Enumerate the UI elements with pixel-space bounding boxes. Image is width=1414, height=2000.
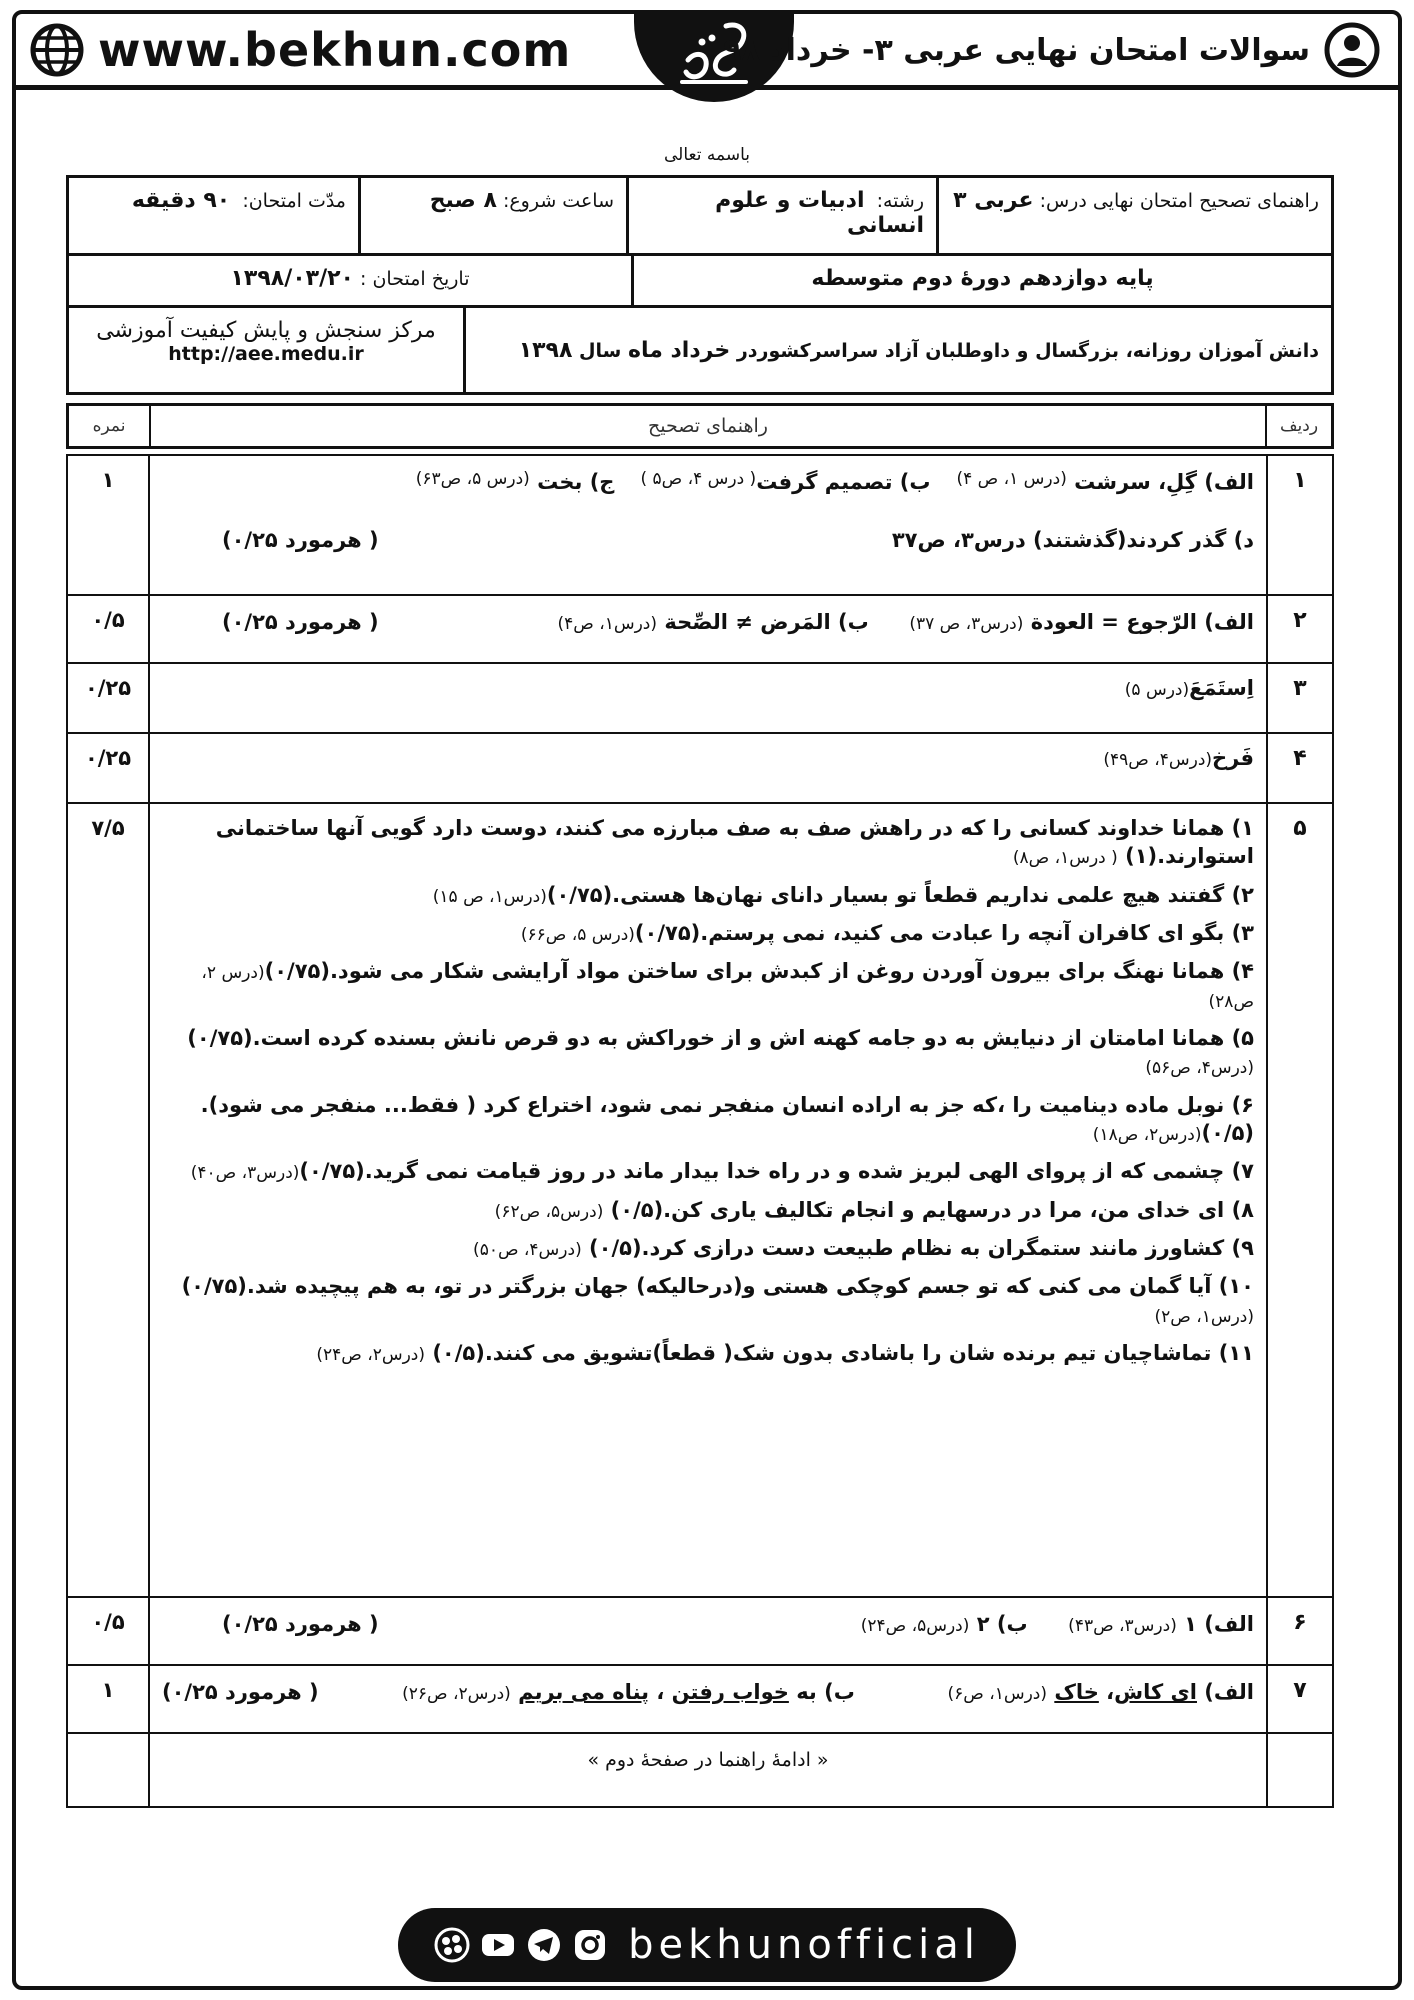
center-url[interactable]: http://aee.medu.ir [168, 343, 364, 365]
translation-item: ۵) همانا امامتان از دنیایش به دو جامه کهنه اش و از خوراکش به دو قرص نانش بسنده کرده است.(۰/۷۵)(درس۴، ص۵۶) [187, 1026, 1254, 1079]
duration-cell: مدّت امتحان: ۹۰ دقیقه [131, 188, 346, 213]
bismillah: باسمه تعالی [664, 145, 750, 165]
answer-table [66, 454, 1334, 1808]
exam-header-table [66, 175, 1334, 395]
table-row: ۴ فَرخ(درس۴، ص۴۹) ۰/۲۵ [68, 734, 1332, 804]
column-header [66, 403, 1334, 449]
course-name: عربی ۳ [953, 188, 1034, 213]
chat-icon[interactable] [434, 1927, 470, 1963]
col-guide: راهنمای تصحیح [149, 406, 1265, 446]
students-text: دانش آموزان روزانه، بزرگسال و داوطلبان آزاد سراسرکشوردر خرداد ماه سال ۱۳۹۸ [518, 337, 1319, 363]
table-row [68, 1734, 1332, 1806]
translation-item: ۱۰) آیا گمان می کنی که تو جسم کوچکی هستی و(درحالیکه) جهان بزرگتر در تو، به هم پیچیده شد.(۰/۷۵) (درس۱، ص۲) [181, 1274, 1254, 1327]
date-cell: تاریخ امتحان : ۱۳۹۸/۰۳/۲۰ [230, 266, 470, 291]
start-time: ۸ صبح [429, 188, 497, 213]
social-footer [398, 1908, 1016, 1982]
translation-item: ۸) ای خدای من، مرا در درسهایم و انجام تکالیف یاری کن.(۰/۵) (درس۵، ص۶۲) [494, 1197, 1254, 1222]
table-row: ۷ الف) ای کاش، خاک (درس۱، ص۶) ب) به خواب رفتن ، پناه می بریم (درس۲، ص۲۶) ( هرمورد ۰/۲۵) ۱ [68, 1666, 1332, 1734]
grade-cell [631, 256, 1331, 305]
field-cell: رشته: ادبیات و علوم انسانی [626, 178, 936, 253]
exam-date: ۱۳۹۸/۰۳/۲۰ [230, 266, 354, 291]
top-banner [12, 10, 1402, 90]
table-row: ۱ الف) گِلِ، سرشت (درس ۱، ص ۴) ب) تصمیم گرفت ( درس ۴، ص۵ ) ج) بخت (درس ۵، ص۶۳) د) گذر کردند(گذشتند) درس۳، ص۳۷ ( هرمورد ۰/۲۵) ۱ [68, 456, 1332, 596]
col-score: نمره [92, 416, 126, 436]
students-cell [463, 308, 1331, 392]
telegram-icon[interactable] [526, 1927, 562, 1963]
course-cell: راهنمای تصحیح امتحان نهایی درس: عربی ۳ [936, 178, 1331, 253]
translation-item: ۶) نوبل ماده دینامیت را ،که جز به اراده انسان منفجر نمی شود، اختراع کرد ( فقط... منفجر می شود).(۰/۵)(درس۲، ص۱۸) [200, 1092, 1254, 1146]
center-cell [69, 308, 463, 392]
duration: ۹۰ دقیقه [131, 188, 231, 213]
grade-text: پایه دوازدهم دورهٔ دوم متوسطه [811, 266, 1154, 291]
exam-title [723, 22, 1380, 78]
table-row: ۳ اِستَمَعَ(درس ۵) ۰/۲۵ [68, 664, 1332, 734]
table-row: ۶ الف) ۱ (درس۳، ص۴۳) ب) ۲ (درس۵، ص۲۴) ( هرمورد ۰/۲۵) ۰/۵ [68, 1598, 1332, 1666]
translation-item: ۹) کشاورز مانند ستمگران به نظام طبیعت دست درازی کرد.(۰/۵) (درس۴، ص۵۰) [473, 1236, 1254, 1261]
continued-note: « ادامهٔ راهنما در صفحهٔ دوم » [587, 1749, 829, 1771]
social-handle[interactable]: bekhunofficial [628, 1922, 980, 1968]
youtube-icon[interactable] [480, 1927, 516, 1963]
table-row: ۵ ۱) همانا خداوند کسانی را که در راهش صف به صف مبارزه می کنند، دوست دارد گویی آنها ساختمانی استوارند.(۱) ( درس۱، ص۸) ۲) گفتند هیچ علمی نداریم قطعاً تو بسیار دانای نهان‌ها هستی.(۰/۷۵)(درس۱، ص ۱۵) ۳) بگو ای کافران آنچه را عبادت می کنید، نمی پرستم.(۰/۷۵)(درس ۵، ص۶۶) ۴) همانا نهنگ برای بیرون آوردن روغن از کبدش برای ساختن مواد آرایشی شکار می شود.(۰/۷۵)(درس ۲، ص۲۸) ۵) همانا امامتان از دنیایش به دو جامه کهنه اش و از خوراکش به دو قرص نانش بسنده کرده است.(۰/۷۵)(درس۴، ص۵۶) ۶) نوبل ماده دینامیت را ،که جز به اراده انسان منفجر نمی شود، اختراع کرد ( فقط... منفجر می شود).(۰/۵)(درس۲، ص۱۸) ۷) چشمی که از پروای الهی لبریز شده و در راه خدا بیدار ماند در روز قیامت نمی گرید.(۰/۷۵)(درس۳، ص۴۰) ۸) ای خدای من، مرا در درسهایم و انجام تکالیف یاری کن.(۰/۵) (درس۵، ص۶۲) ۹) کشاورز مانند ستمگران به نظام طبیعت دست درازی کرد.(۰/۵) (درس۴، ص۵۰) ۱۰) آیا گمان می کنی که تو جسم کوچکی هستی و(درحالیکه) جهان بزرگتر در تو، به هم پیچیده شد.(۰/۷۵) (درس۱، ص۲) ۱۱) تماشاچیان تیم برنده شان را باشادی بدون شک( قطعاً)تشویق می کنند.(۰/۵) (درس۲، ص۲۴) ۷/۵ [68, 804, 1332, 1598]
exam-title-text: سوالات امتحان نهایی عربی ۳- خرداد ۹۸ [723, 32, 1310, 68]
translation-item: ۴) همانا نهنگ برای بیرون آوردن روغن از کبدش برای ساختن مواد آرایشی شکار می شود.(۰/۷۵)(درس ۲، ص۲۸) [201, 959, 1254, 1012]
site-url[interactable]: www.bekhun.com [98, 23, 572, 77]
translation-item: ۷) چشمی که از پروای الهی لبریز شده و در راه خدا بیدار ماند در روز قیامت نمی گرید.(۰/۷۵)(درس۳، ص۴۰) [190, 1159, 1254, 1184]
user-icon [1324, 22, 1380, 78]
instagram-icon[interactable] [572, 1927, 608, 1963]
translation-item: ۳) بگو ای کافران آنچه را عبادت می کنید، نمی پرستم.(۰/۷۵)(درس ۵، ص۶۶) [520, 921, 1254, 946]
translation-item: ۱) همانا خداوند کسانی را که در راهش صف به صف مبارزه می کنند، دوست دارد گویی آنها ساختمانی استوارند.(۱) ( درس۱، ص۸) [215, 816, 1254, 869]
center-name: مرکز سنجش و پایش کیفیت آموزشی [96, 318, 436, 343]
translation-item: ۱۱) تماشاچیان تیم برنده شان را باشادی بدون شک( قطعاً)تشویق می کنند.(۰/۵) (درس۲، ص۲۴) [316, 1341, 1254, 1366]
globe-icon [30, 23, 84, 77]
col-radif: ردیف [1265, 406, 1331, 446]
site-link[interactable] [30, 22, 571, 78]
translation-item: ۲) گفتند هیچ علمی نداریم قطعاً تو بسیار دانای نهان‌ها هستی.(۰/۷۵)(درس۱، ص ۱۵) [432, 882, 1254, 907]
start-time-cell: ساعت شروع: ۸ صبح [358, 178, 626, 253]
field-name: ادبیات و علوم انسانی [715, 188, 924, 238]
table-row: ۲ الف) الرّجوع = العودة (درس۳، ص ۳۷) ب) المَرض ≠ الصِّحة (درس۱، ص۴) ( هرمورد ۰/۲۵) ۰/۵ [68, 596, 1332, 664]
